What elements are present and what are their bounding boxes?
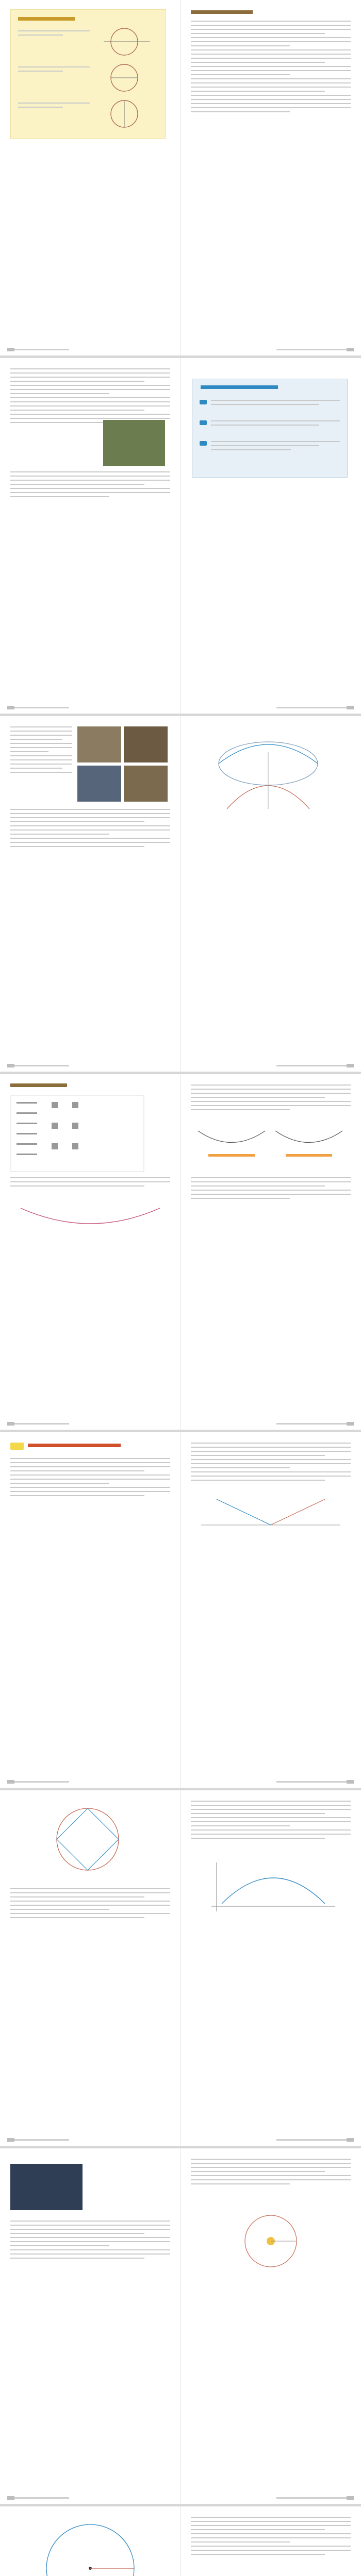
page-left [0,2148,180,2504]
page-right [180,1074,361,1430]
page-left [0,0,180,355]
page-spread-8 [0,2506,361,2576]
body-text [10,1177,170,1190]
body-text [191,21,351,115]
page-number [347,1780,354,1784]
info-box-title [201,385,278,389]
info-text [211,420,340,429]
page-spread-4 [0,1074,361,1430]
page-number [347,348,354,351]
page-spread-1 [0,0,361,355]
page-left [0,1074,180,1430]
body-text [10,809,170,850]
body-text [191,1084,351,1113]
photo [77,726,121,762]
geometry-figure [93,61,160,92]
body-text [10,1888,170,1921]
page-number [7,1780,14,1784]
page-number [7,2138,14,2142]
page-number [7,348,14,351]
body-text [10,471,170,500]
page-footer [276,1781,354,1783]
body-text [191,1443,351,1484]
arc-diagram [15,1203,165,1234]
photo [124,726,168,762]
section-heading [191,10,253,14]
body-text [191,1801,351,1842]
circle-diagram [13,2517,168,2576]
page-right [180,2148,361,2504]
body-text [191,2517,351,2558]
graph-figure [201,1857,340,1914]
item-marker [200,441,207,446]
pavilion-photo [103,420,165,466]
page-left [0,2506,180,2576]
reflection-diagram [196,1494,346,1535]
section-heading [28,1444,121,1447]
page-footer [276,1423,354,1425]
section-marker [10,1443,24,1450]
page-footer [7,707,69,708]
orbit-diagram [201,2205,340,2277]
page-right [180,0,361,355]
page-number [347,1422,354,1426]
question-text [18,30,90,39]
question-text [18,103,90,111]
item-marker [200,420,207,425]
info-text [211,441,340,453]
page-spread-3 [0,716,361,1072]
body-text [10,1458,170,1499]
item-marker [200,400,207,404]
page-footer [7,2497,69,2499]
body-text [10,2221,170,2262]
body-text [10,726,72,776]
page-footer [276,1065,354,1066]
page-number [7,1422,14,1426]
page-number [7,2496,14,2500]
worksheet-box [10,9,166,139]
page-spread-5 [0,1432,361,1788]
page-footer [7,2139,69,2141]
worksheet-title [18,17,75,21]
page-left [0,1432,180,1788]
page-right [180,2506,361,2576]
photo [124,766,168,802]
page-spread-2 [0,358,361,714]
geometry-figure [10,1801,170,1878]
page-right [180,716,361,1072]
page-number [347,2496,354,2500]
body-text [191,1177,351,1202]
page-number [7,706,14,709]
page-number [347,1064,354,1067]
page-spread-7 [0,2148,361,2504]
page-number [347,706,354,709]
photo [77,766,121,802]
page-footer [276,349,354,350]
body-text [10,368,170,426]
geometry-figure [93,25,160,56]
page-footer [7,349,69,350]
info-box [192,379,348,478]
dome-diagram [196,732,346,814]
page-footer [7,1781,69,1783]
symbol-table [10,1095,144,1172]
section-heading [10,1083,67,1087]
geometry-figure [93,97,160,128]
page-spread-6 [0,1790,361,2146]
page-left [0,358,180,714]
page-footer [276,2497,354,2499]
page-footer [7,1065,69,1066]
info-text [211,400,340,408]
page-left [0,716,180,1072]
cable-diagram [193,1126,348,1167]
page-footer [276,707,354,708]
page-footer [7,1423,69,1425]
page-right [180,1432,361,1788]
page-number [7,1064,14,1067]
night-sky-photo [10,2164,83,2210]
page-left [0,1790,180,2146]
page-number [347,2138,354,2142]
page-right [180,358,361,714]
page-right [180,1790,361,2146]
body-text [191,2159,351,2188]
question-text [18,66,90,75]
page-footer [276,2139,354,2141]
